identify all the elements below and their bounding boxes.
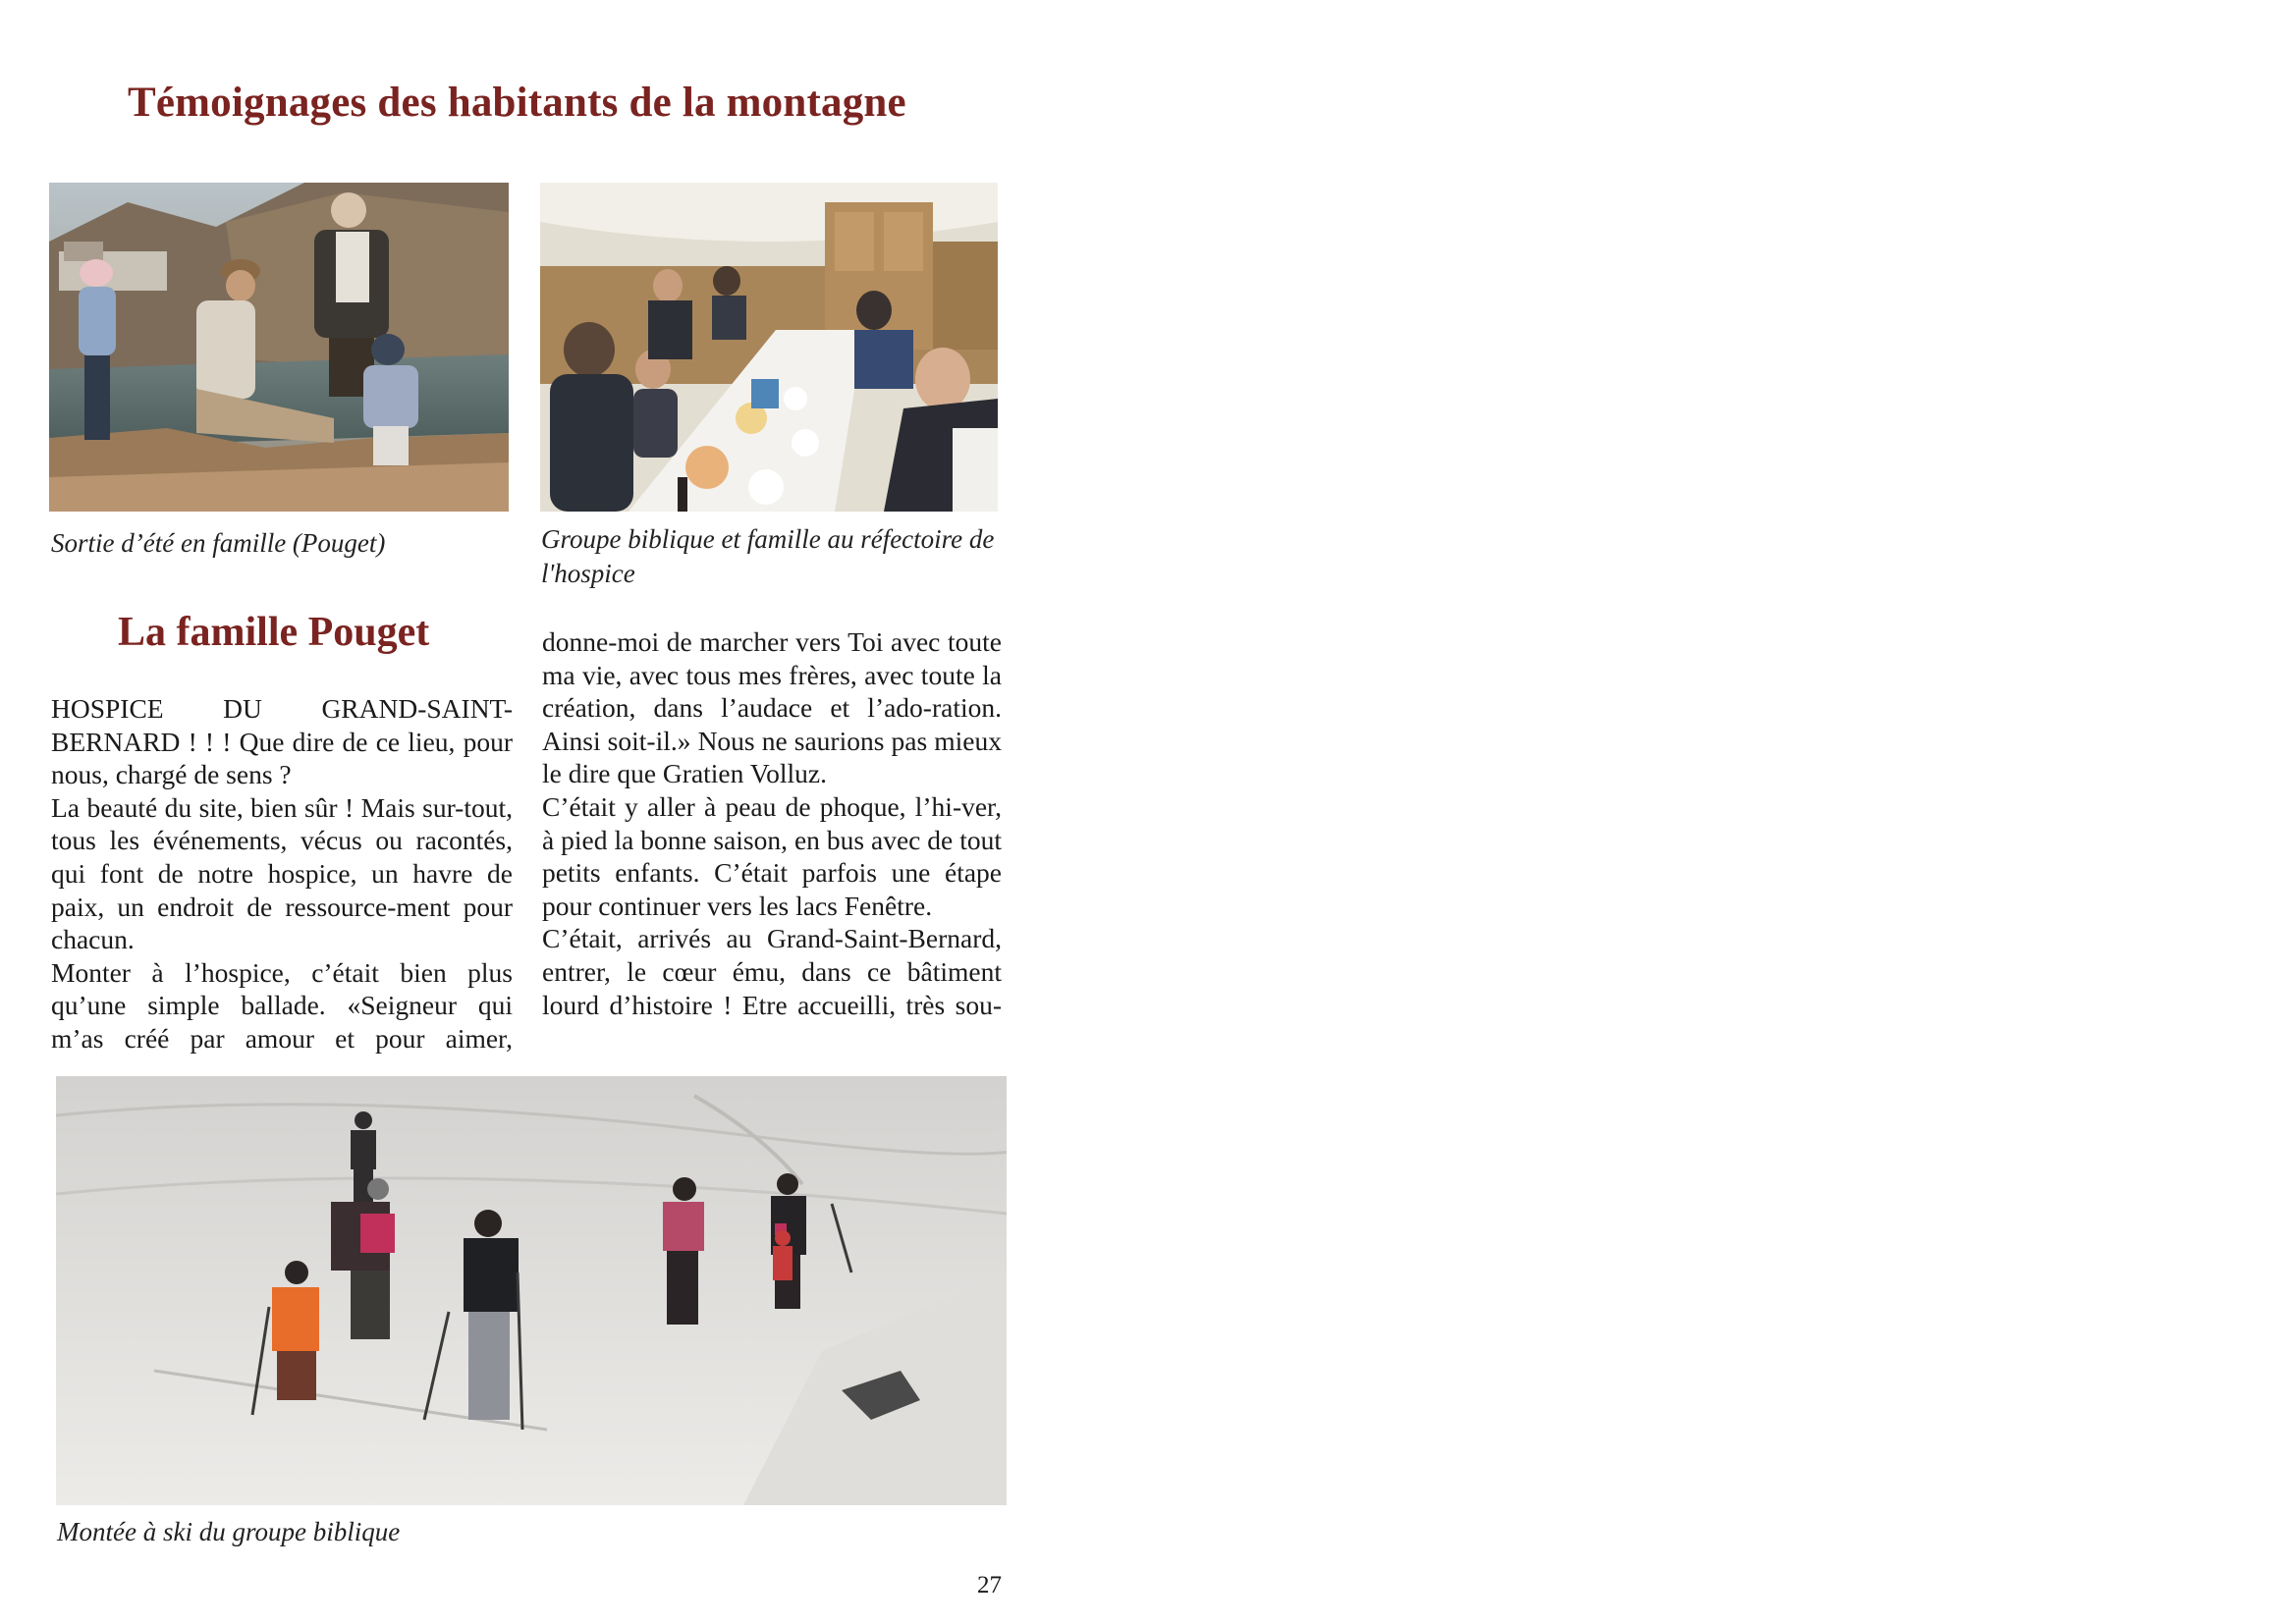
- article-paragraph: HOSPICE DU GRAND-SAINT-BERNARD ! ! ! Que dire de ce lieu, pour nous, chargé de sens ?: [51, 693, 513, 790]
- article-title: La famille Pouget: [118, 610, 430, 655]
- refectory-caption: Groupe biblique et famille au réfectoire de l'hospice: [541, 524, 995, 588]
- article-column-left: [51, 692, 513, 1056]
- page-heading: Témoignages des habitants de la montagne: [128, 80, 906, 126]
- ski-ascent-photo: [56, 1076, 1007, 1505]
- article-paragraph: donne-moi de marcher vers Toi avec toute ma vie, avec tous mes frères, avec toute la création, dans l’audace et l’ado-ration. Ainsi soit-il.» Nous ne saurions pas mieux le dire que Gratien Volluz.: [542, 626, 1002, 789]
- article-column-right: [542, 625, 1002, 1021]
- family-outing-photo: [49, 183, 509, 512]
- page-number: 27: [977, 1572, 1002, 1598]
- article-paragraph: C’était, arrivés au Grand-Saint-Bernard, entrer, le cœur ému, dans ce bâtiment lourd d’histoire ! Etre accueilli, très sou-: [542, 923, 1002, 1020]
- refectory-photo: [540, 183, 998, 512]
- family-outing-caption: Sortie d’été en famille (Pouget): [51, 528, 386, 558]
- article-paragraph: La beauté du site, bien sûr ! Mais sur-tout, tous les événements, vécus ou racontés, qui font de notre hospice, un havre de paix, un endroit de ressource-ment pour chacun.: [51, 791, 513, 955]
- ski-ascent-caption: Montée à ski du groupe biblique: [57, 1517, 401, 1546]
- article-paragraph: Monter à l’hospice, c’était bien plus qu’une simple ballade. «Seigneur qui m’as créé par amour et pour aimer,: [51, 956, 513, 1054]
- article-paragraph: C’était y aller à peau de phoque, l’hi-ver, à pied la bonne saison, en bus avec de tout petits enfants. C’était parfois une étape pour continuer vers les lacs Fenêtre.: [542, 790, 1002, 921]
